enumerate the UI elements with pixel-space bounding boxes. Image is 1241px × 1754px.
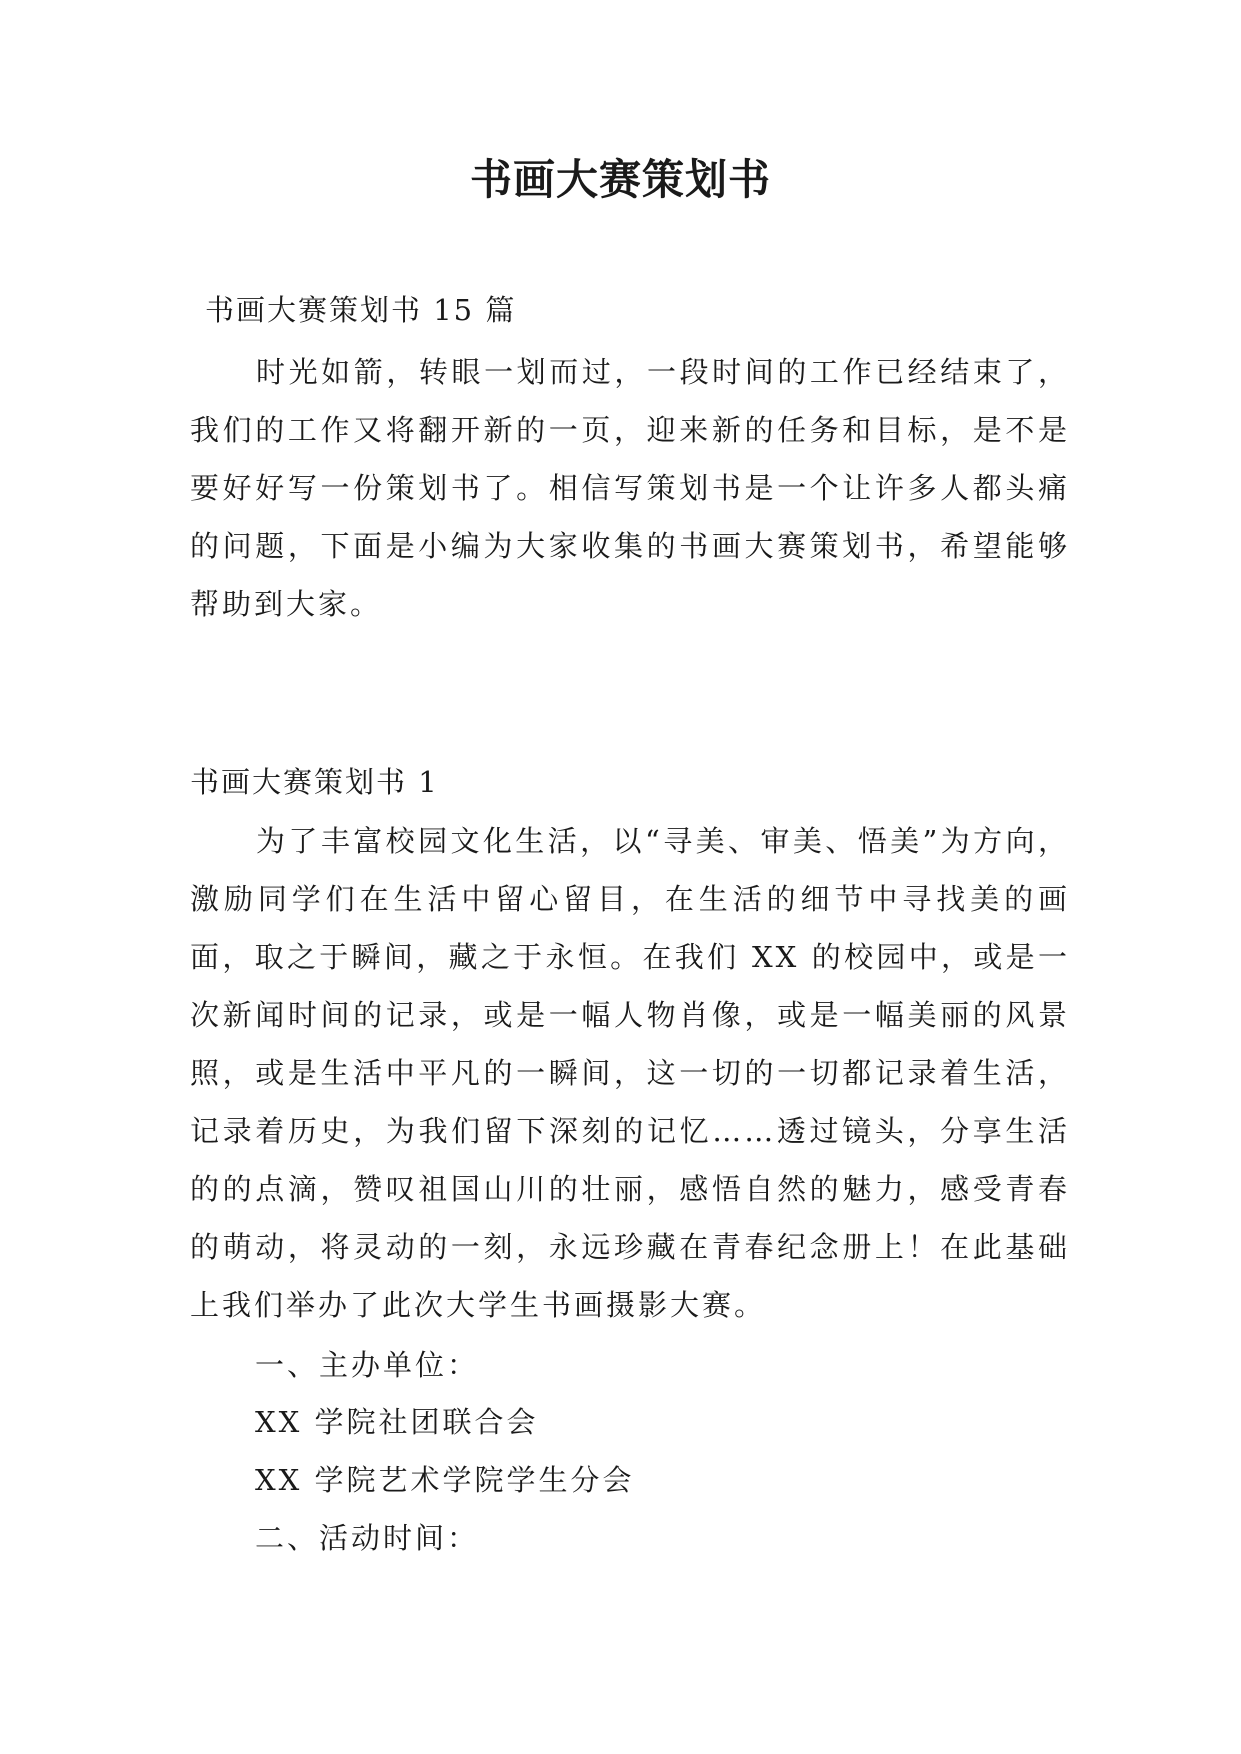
organizer-line-1: XX 学院社团联合会 xyxy=(255,1405,539,1439)
document-title: 书画大赛策划书 xyxy=(469,155,771,204)
activity-time-heading: 二、活动时间： xyxy=(255,1521,480,1555)
intro-paragraph: 时光如箭，转眼一划而过，一段时间的工作已经结束了，我们的工作又将翻开新的一页，迎来新的任务和目标，是不是要好好写一份策划书了。相信写策划书是一个让许多人都头痛的问题，下面是小编为大家收集的书画大赛策划书，希望能够帮助到大家。 xyxy=(190,355,1070,621)
organizer-heading: 一、主办单位： xyxy=(255,1348,480,1382)
organizer-line-2: XX 学院艺术学院学生分会 xyxy=(255,1463,635,1497)
body-paragraph: 为了丰富校园文化生活，以“寻美、审美、悟美”为方向，激励同学们在生活中留心留目，在生活的细节中寻找美的画面，取之于瞬间，藏之于永恒。在我们 XX 的校园中，或是一次新闻时间的记录，或是一幅人物肖像，或是一幅美丽的风景照，或是生活中平凡的一瞬间，这一切的一切都记录着生活，记录着历史，为我们留下深刻的记忆……透过镜头，分享生活的的点滴，赞叹祖国山川的壮丽，感悟自然的魅力，感受青春的萌动，将灵动的一刻，永远珍藏在青春纪念册上！在此基础上我们举办了此次大学生书画摄影大赛。 xyxy=(190,824,1070,1322)
section-heading: 书画大赛策划书 1 xyxy=(190,765,439,799)
document-subtitle: 书画大赛策划书 15 篇 xyxy=(205,293,517,327)
